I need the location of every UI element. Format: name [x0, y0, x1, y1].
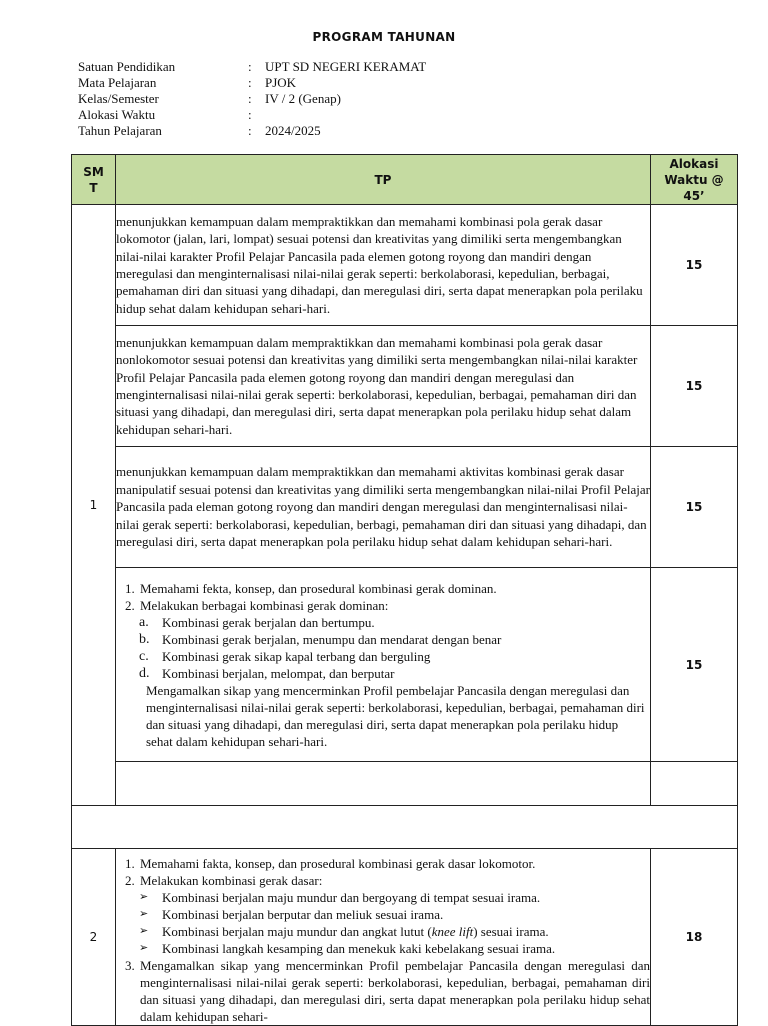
tp-list	[116, 855, 650, 1025]
spacer-cell	[72, 806, 738, 849]
info-row-mapel	[78, 75, 426, 91]
sub-text: Kombinasi langkah kesamping dan menekuk kaki kebelakang sesuai irama.	[162, 941, 556, 956]
empty-cell	[116, 762, 651, 806]
alokasi-cell: 15	[651, 568, 738, 762]
sub-text: Kombinasi gerak sikap kapal terbang dan berguling	[162, 648, 431, 664]
sub-text: Kombinasi berjalan berputar dan meliuk sesuai irama.	[162, 907, 444, 922]
table-row	[72, 568, 738, 762]
info-row-kelas	[78, 91, 426, 107]
arrow-bullet-icon: ➢	[139, 908, 149, 920]
empty-cell	[651, 762, 738, 806]
sub-text-end: ) sesuai irama.	[473, 924, 549, 939]
sub-text: Kombinasi berjalan, melompat, dan berputar	[162, 665, 395, 681]
info-label: Kelas/Semester	[78, 91, 159, 106]
sub-marker: a.	[139, 614, 149, 630]
arrow-bullet-icon: ➢	[139, 942, 149, 954]
info-colon: :	[248, 107, 252, 122]
info-value: IV / 2 (Genap)	[265, 91, 341, 106]
sub-list-item	[139, 889, 650, 906]
program-table	[71, 154, 738, 1026]
knee-lift-term: knee lift	[431, 924, 474, 939]
list-item: 3. Mengamalkan sikap yang mencerminkan Profil pembelajar Pancasila dengan meregulasi dan menginternalisasi nilai-nilai gerak seperti: berkolaborasi, kepedulian, berbagai, pemahaman diri dan situasi yang dihadapi, dan meregulasi diri, serta dapat menerapkan pola perilaku hidup sehat dalam kehidupan sehari-	[138, 957, 650, 1025]
info-block	[78, 59, 426, 139]
sub-list-item	[139, 648, 650, 665]
info-colon: :	[248, 59, 252, 74]
semester-cell: 2	[72, 849, 116, 1026]
note-text: Mengamalkan sikap yang mencerminkan Profil pembelajar Pancasila dengan meregulasi dan menginternalisasi nilai-nilai gerak seperti: berkolaborasi, kepedulian, berbagai, pemahaman diri dan situasi yang dihadapi, dan meregulasi diri, serta dapat menerapkan pola perilaku hidup sehat dalam kehidupan sehari-hari.	[146, 682, 645, 749]
table-header-row	[72, 155, 738, 205]
sub-list-item	[139, 923, 650, 940]
info-colon: :	[248, 91, 252, 106]
info-value: 2024/2025	[265, 123, 321, 138]
list-item: 1. Memahami fekta, konsep, dan prosedural kombinasi gerak dominan.	[138, 580, 650, 597]
sub-marker: b.	[139, 631, 150, 647]
info-label: Alokasi Waktu	[78, 107, 156, 122]
table-row	[72, 849, 738, 1026]
sub-list	[140, 889, 650, 957]
arrow-bullet-icon: ➢	[139, 925, 149, 937]
info-label: Tahun Pelajaran	[78, 123, 162, 138]
header-tp: TP	[116, 155, 651, 205]
sub-list	[140, 614, 650, 682]
info-row-tahun	[78, 123, 426, 139]
info-label: Satuan Pendidikan	[78, 59, 176, 74]
tp-cell: menunjukkan kemampuan dalam mempraktikkan dan memahami kombinasi pola gerak dasar lokomotor (jalan, lari, lompat) sesuai potensi dan kreativitas yang dimiliki serta mengembangkan nilai-nilai karakter Profil Pelajar Pancasila pada elemen gotong royong dan mandiri dengan meregulasi dan menginternalisasi nilai-nilai gerak seperti: berkolaborasi, kepedulian, berbagai, pemahaman diri dan situasi yang dihadapi, dan meregulasi diri, serta dapat menerapkan pola perilaku hidup sehat dalam kehidupan sehari-hari.	[116, 205, 651, 326]
sub-marker: d.	[139, 665, 150, 681]
tp-list-cell	[116, 568, 651, 762]
page-title: PROGRAM TAHUNAN	[312, 30, 456, 44]
list-item	[138, 872, 650, 957]
table-row-empty	[72, 762, 738, 806]
list-item-label: Melakukan berbagai kombinasi gerak dominan:	[140, 597, 389, 613]
sub-list-item	[139, 906, 650, 923]
semester-cell: 1	[72, 205, 116, 806]
arrow-bullet-icon: ➢	[139, 891, 149, 903]
spacer-row	[72, 806, 738, 849]
tp-cell: menunjukkan kemampuan dalam mempraktikkan dan memahami aktivitas kombinasi gerak dasar manipulatif sesuai potensi dan kreativitas yang dimiliki serta mengembangkan nilai-nilai Profil Pelajar Pancasila pada eleman gotong royong dan mandiri dengan meregulasi dan menginternalisasi nilai-nilai gerak seperti: berkolaborasi, kepedulian, berbagi, pemahaman diri dan situasi yang dihadapi, dan meregulasi diri, serta dapat menerapkan pola perilaku hidup sehat dalam kehidupan sehari-hari.	[116, 447, 651, 568]
alokasi-cell: 15	[651, 205, 738, 326]
sub-text: Kombinasi gerak berjalan, menumpu dan mendarat dengan benar	[162, 631, 502, 647]
alokasi-cell: 18	[651, 849, 738, 1026]
sub-list-item	[139, 614, 650, 631]
alokasi-cell: 15	[651, 447, 738, 568]
tp-list	[116, 580, 650, 682]
sub-list-item	[139, 940, 650, 957]
sub-list-item	[139, 631, 650, 648]
tp-list-cell	[116, 849, 651, 1026]
sub-text	[162, 923, 549, 940]
sub-text-start: Kombinasi berjalan maju mundur dan angkat lutut (	[162, 924, 432, 939]
info-colon: :	[248, 75, 252, 90]
info-value: UPT SD NEGERI KERAMAT	[265, 59, 427, 74]
info-value: PJOK	[265, 75, 297, 90]
info-colon: :	[248, 123, 252, 138]
list-item	[138, 597, 650, 682]
sub-marker: c.	[139, 648, 149, 664]
tp-cell: menunjukkan kemampuan dalam mempraktikkan dan memahami kombinasi pola gerak dasar nonlokomotor sesuai potensi dan kreativitas yang dimiliki serta mengembangkan nilai-nilai karakter Profil Pelajar Pancasila pada elemen gotong royong dan mandiri dengan meregulasi dan menginternalisasi nilai-nilai gerak seperti: berkolaborasi, kepedulian, berbagai, pemahaman diri dan situasi yang dihadapi, dan meregulasi diri, serta dapat menerapkan pola perilaku hidup sehat dalam kehidupan sehari-hari.	[116, 326, 651, 447]
table-row	[72, 326, 738, 447]
list-item: 1. Memahami fakta, konsep, dan prosedural kombinasi gerak dasar lokomotor.	[138, 855, 650, 872]
sub-text: Kombinasi gerak berjalan dan bertumpu.	[162, 614, 375, 630]
header-alokasi: Alokasi Waktu @ 45’	[651, 155, 738, 205]
info-row-alokasi	[78, 107, 426, 123]
sub-list-item	[139, 665, 650, 682]
table-row	[72, 205, 738, 326]
table-row	[72, 447, 738, 568]
info-label: Mata Pelajaran	[78, 75, 157, 90]
list-item-label: Melakukan kombinasi gerak dasar:	[140, 873, 323, 888]
sub-text: Kombinasi berjalan maju mundur dan bergoyang di tempat sesuai irama.	[162, 890, 541, 905]
alokasi-cell: 15	[651, 326, 738, 447]
header-smt: SM T	[72, 155, 116, 205]
info-row-satuan	[78, 59, 426, 75]
